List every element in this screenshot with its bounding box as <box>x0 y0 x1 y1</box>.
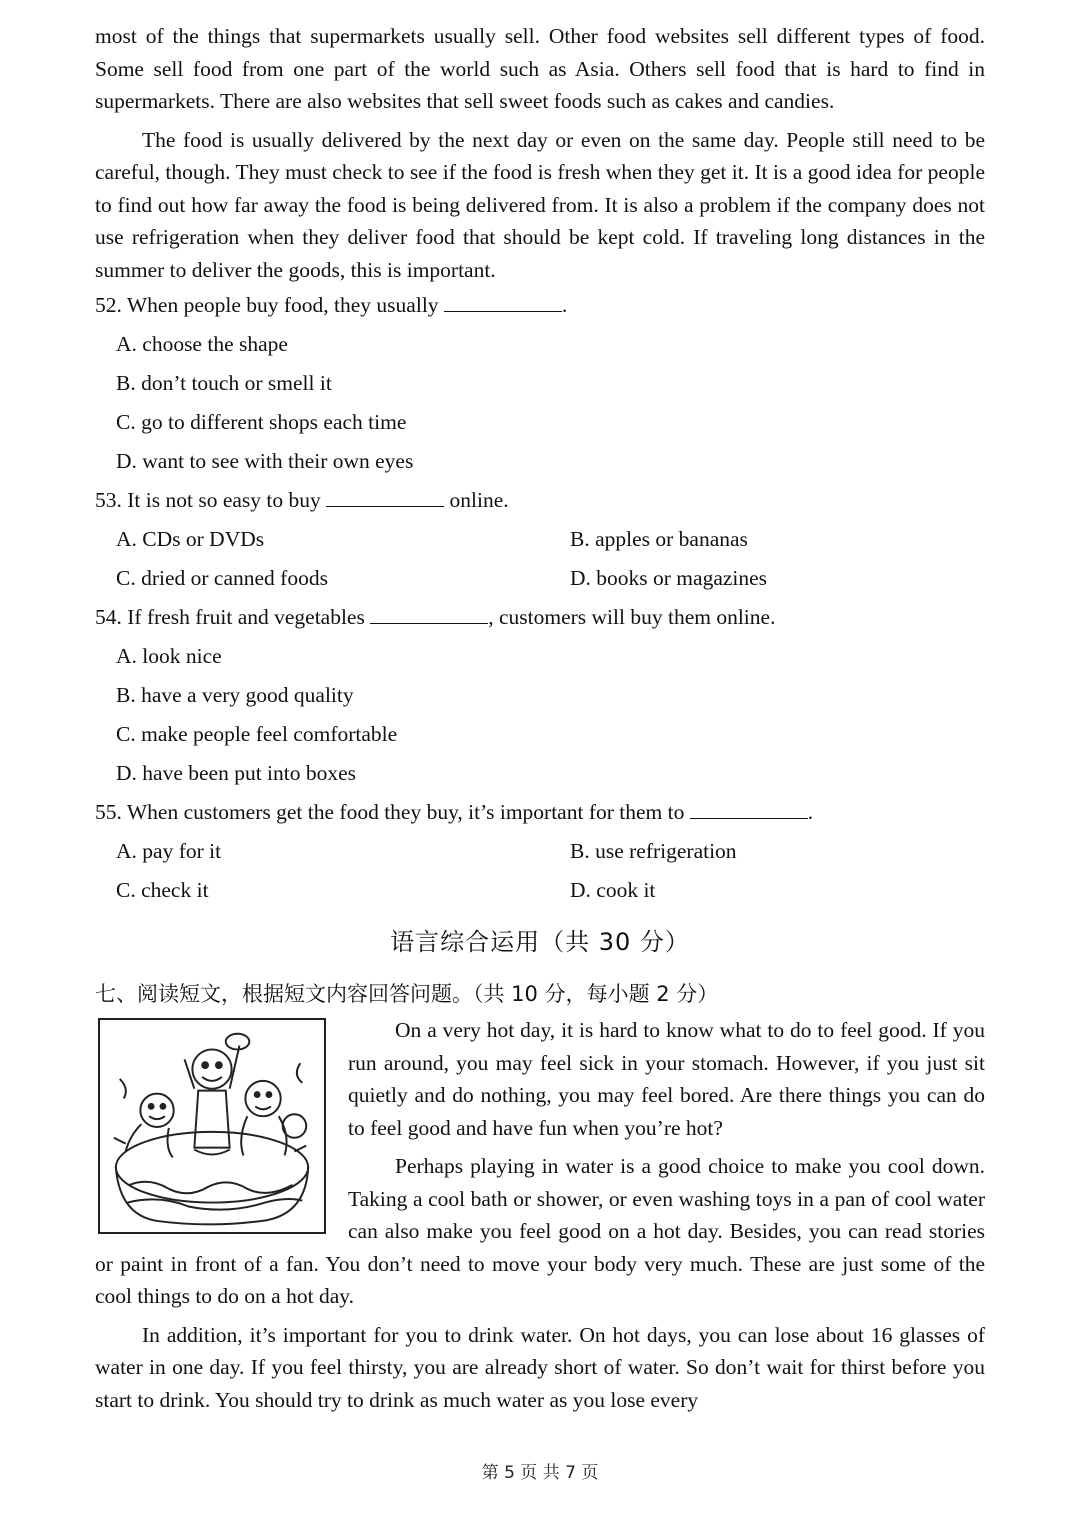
reading-passage <box>95 1014 985 1416</box>
passage-paragraph: On a very hot day, it is hard to know what to do to feel good. If you run around, you may feel sick in your stomach. However, if you just sit quietly and do nothing, you may feel bored. Are there things you can do to feel good and have fun when you’re hot? <box>348 1018 985 1140</box>
question-55 <box>95 793 985 832</box>
answer-blank <box>444 293 562 312</box>
question-stem: 54. If fresh fruit and vegetables <box>95 605 371 629</box>
option-52-b: B. don’t touch or smell it <box>116 371 332 395</box>
option-54-d: D. have been put into boxes <box>116 761 357 785</box>
passage-paragraph: Perhaps playing in water is a good choice to make you cool down. Taking a cool bath or shower, or even washing toys in a pan of cool water can also make you feel good on a hot day. Besides, you can read stories or paint in front of a fan. You don’t need to move your body very much. These are just some of the cool things to do on a hot day. <box>95 1154 985 1308</box>
answer-blank <box>326 488 444 507</box>
question-stem-end: online. <box>444 488 509 512</box>
question-stem: 55. When customers get the food they buy, it’s important for them to <box>95 800 690 824</box>
option-55-a: A. pay for it <box>116 839 222 863</box>
question-52 <box>95 286 985 325</box>
passage-paragraph: The food is usually delivered by the next day or even on the same day. People still need to be careful, though. They must check to see if the food is fresh when they get it. It is a good idea for people to find out how far away the food is being delivered from. It is also a problem if the company does not use refrigeration when they deliver food that should be kept cold. If traveling long distances in the summer to deliver the goods, this is important. <box>95 127 985 282</box>
options-55-row-2 <box>95 871 985 910</box>
task-title: 七、阅读短文，根据短文内容回答问题。（共 10 分，每小题 2 分） <box>95 982 719 1006</box>
option-55-b: B. use refrigeration <box>570 839 737 863</box>
option-53-b: B. apples or bananas <box>570 527 748 551</box>
option-55-c: C. check it <box>116 878 209 902</box>
options-53-row-2 <box>95 559 985 598</box>
answer-blank <box>370 605 488 624</box>
exam-page <box>95 20 985 1416</box>
section-title: 语言综合运用（共 30 分） <box>390 928 690 956</box>
page-number-footer: 第 5 页 共 7 页 <box>481 1463 599 1483</box>
question-53 <box>95 481 985 520</box>
question-stem: 53. It is not so easy to buy <box>95 488 327 512</box>
answer-blank <box>690 800 808 819</box>
question-stem-end: . <box>561 293 568 317</box>
question-stem-end: . <box>807 800 814 824</box>
option-55-d: D. cook it <box>570 878 656 902</box>
option-54-a: A. look nice <box>116 644 222 668</box>
options-53-row-1 <box>95 520 985 559</box>
question-54 <box>95 598 985 637</box>
passage-paragraph: most of the things that supermarkets usually sell. Other food websites sell different types of food. Some sell food from one part of the world such as Asia. Others sell food that is hard to find in supermarkets. There are also websites that sell sweet foods such as cakes and candies. <box>95 24 985 113</box>
question-stem: 52. When people buy food, they usually <box>95 293 444 317</box>
option-52-a: A. choose the shape <box>116 332 288 356</box>
options-55-row-1 <box>95 832 985 871</box>
option-52-c: C. go to different shops each time <box>116 410 407 434</box>
option-53-d: D. books or magazines <box>570 566 768 590</box>
kids-in-pool-illustration <box>98 1018 326 1234</box>
option-53-a: A. CDs or DVDs <box>116 527 265 551</box>
question-stem-end: , customers will buy them online. <box>488 605 776 629</box>
option-54-b: B. have a very good quality <box>116 683 354 707</box>
option-54-c: C. make people feel comfortable <box>116 722 398 746</box>
option-53-c: C. dried or canned foods <box>116 566 328 590</box>
option-52-d: D. want to see with their own eyes <box>116 449 414 473</box>
illustration-drawing <box>100 1020 324 1232</box>
passage-paragraph: In addition, it’s important for you to drink water. On hot days, you can lose about 16 glasses of water in one day. If you feel thirsty, you are already short of water. So don’t wait for thirst before you start to drink. You should try to drink as much water as you lose every <box>95 1322 985 1412</box>
